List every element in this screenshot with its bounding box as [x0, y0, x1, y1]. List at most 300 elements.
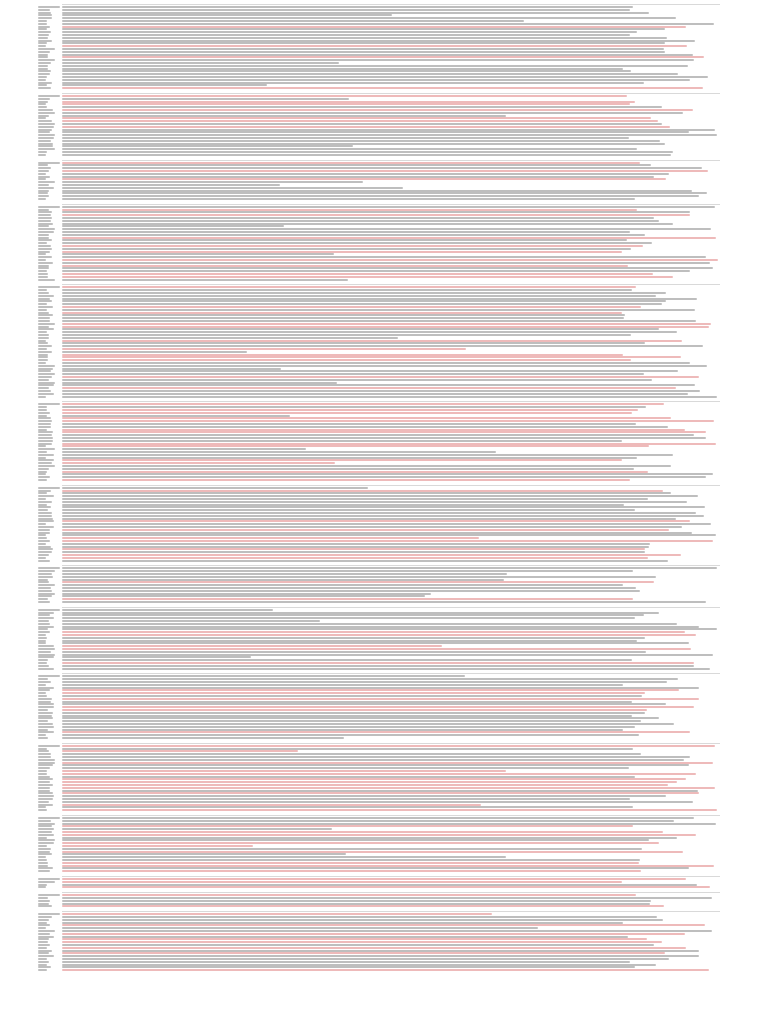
text-line — [62, 28, 665, 30]
line-number-mark — [38, 362, 46, 364]
text-line — [62, 334, 631, 336]
text-line — [62, 98, 349, 100]
text-line — [62, 640, 637, 642]
line-number-mark — [38, 356, 48, 358]
block-divider — [62, 401, 720, 402]
text-line — [62, 806, 633, 808]
highlighted-text-line — [62, 851, 683, 853]
line-number-mark — [38, 823, 55, 825]
line-number-mark — [38, 326, 49, 328]
highlighted-text-line — [62, 56, 704, 58]
text-line — [62, 342, 645, 344]
line-number-mark — [38, 534, 46, 536]
block-divider — [62, 673, 720, 674]
line-number-mark — [38, 214, 51, 216]
highlighted-text-line — [62, 692, 645, 694]
text-line — [62, 314, 625, 316]
line-number-mark — [38, 620, 49, 622]
text-line — [62, 473, 713, 475]
highlighted-text-line — [62, 554, 681, 556]
text-line — [62, 955, 699, 957]
text-line — [62, 798, 630, 800]
text-line — [62, 601, 706, 603]
line-number-mark — [38, 631, 50, 633]
line-number-mark — [38, 431, 53, 433]
text-line — [62, 504, 624, 506]
text-line — [62, 930, 712, 932]
text-line — [62, 532, 692, 534]
text-line — [62, 231, 630, 233]
text-line — [62, 668, 710, 670]
line-number-mark — [38, 70, 51, 72]
line-number-mark — [38, 303, 47, 305]
line-number-mark — [38, 492, 47, 494]
text-line — [62, 637, 645, 639]
text-line — [62, 31, 637, 33]
text-line — [62, 801, 693, 803]
line-number-mark — [38, 554, 49, 556]
line-number-mark — [38, 231, 54, 233]
line-number-mark — [38, 242, 47, 244]
line-number-mark — [38, 726, 54, 728]
highlighted-text-line — [62, 387, 676, 389]
line-number-mark — [38, 420, 52, 422]
text-line — [62, 551, 645, 553]
highlighted-text-line — [62, 26, 686, 28]
text-line — [62, 903, 650, 905]
text-line — [62, 961, 630, 963]
text-line — [62, 764, 689, 766]
text-line — [62, 48, 664, 50]
line-number-mark — [38, 560, 50, 562]
line-number-mark — [38, 31, 51, 33]
line-number-mark — [38, 151, 47, 153]
line-number-mark — [38, 656, 54, 658]
line-number-mark — [38, 170, 49, 172]
text-line — [62, 579, 504, 581]
line-number-mark — [38, 262, 53, 264]
text-line — [62, 715, 632, 717]
text-line — [62, 20, 524, 22]
text-line — [62, 320, 696, 322]
highlighted-text-line — [62, 924, 705, 926]
highlighted-text-line — [62, 45, 687, 47]
line-number-mark — [38, 265, 49, 267]
line-number-mark — [38, 351, 52, 353]
line-number-mark — [38, 354, 48, 356]
text-line — [62, 181, 363, 183]
text-line — [62, 115, 506, 117]
line-number-mark — [38, 476, 50, 478]
highlighted-text-line — [62, 645, 442, 647]
text-line — [62, 451, 496, 453]
line-number-mark — [38, 101, 48, 103]
line-number-mark — [38, 590, 52, 592]
line-number-mark — [38, 628, 48, 630]
text-line — [62, 790, 698, 792]
line-number-mark — [38, 520, 54, 522]
text-line — [62, 684, 623, 686]
text-line — [62, 42, 665, 44]
text-line — [62, 776, 635, 778]
text-line — [62, 695, 642, 697]
line-number-mark — [38, 56, 48, 58]
text-line — [62, 950, 699, 952]
line-number-mark — [38, 126, 54, 128]
line-number-mark — [38, 817, 60, 819]
line-number-mark — [38, 576, 53, 578]
text-line — [62, 546, 649, 548]
line-number-mark — [38, 709, 48, 711]
line-number-mark — [38, 801, 49, 803]
text-line — [62, 753, 641, 755]
line-number-mark — [38, 382, 55, 384]
text-line — [62, 468, 634, 470]
text-line — [62, 228, 711, 230]
line-number-mark — [38, 919, 49, 921]
line-number-mark — [38, 468, 49, 470]
line-number-mark — [38, 345, 52, 347]
highlighted-text-line — [62, 881, 622, 883]
line-number-mark — [38, 831, 52, 833]
text-line — [62, 362, 690, 364]
highlighted-text-line — [62, 845, 253, 847]
highlighted-text-line — [62, 95, 627, 97]
line-number-mark — [38, 692, 46, 694]
text-line — [62, 723, 674, 725]
highlighted-text-line — [62, 429, 685, 431]
highlighted-text-line — [62, 443, 716, 445]
block-divider — [62, 892, 720, 893]
highlighted-text-line — [62, 778, 686, 780]
text-line — [62, 675, 465, 677]
line-number-mark — [38, 34, 49, 36]
text-line — [62, 145, 353, 147]
line-number-mark — [38, 270, 47, 272]
highlighted-text-line — [62, 445, 649, 447]
line-number-mark — [38, 331, 47, 333]
highlighted-text-line — [62, 750, 298, 752]
line-number-mark — [38, 209, 49, 211]
line-number-mark — [38, 922, 47, 924]
line-number-mark — [38, 601, 50, 603]
line-number-mark — [38, 947, 47, 949]
text-line — [62, 543, 650, 545]
text-line — [62, 242, 652, 244]
text-line — [62, 351, 247, 353]
line-number-mark — [38, 48, 55, 50]
line-number-mark — [38, 950, 52, 952]
highlighted-text-line — [62, 276, 673, 278]
text-line — [62, 154, 671, 156]
line-number-mark — [38, 913, 60, 915]
line-number-mark — [38, 675, 60, 677]
line-number-mark — [38, 900, 50, 902]
text-line — [62, 17, 676, 19]
line-number-mark — [38, 479, 47, 481]
line-number-mark — [38, 154, 46, 156]
line-number-mark — [38, 465, 55, 467]
line-number-mark — [38, 256, 52, 258]
text-line — [62, 68, 623, 70]
text-line — [62, 927, 538, 929]
line-number-mark — [38, 365, 55, 367]
text-line — [62, 76, 708, 78]
highlighted-text-line — [62, 273, 653, 275]
line-number-mark — [38, 42, 47, 44]
highlighted-text-line — [62, 120, 658, 122]
line-number-mark — [38, 143, 53, 145]
line-number-mark — [38, 856, 46, 858]
text-line — [62, 590, 640, 592]
line-number-mark — [38, 79, 46, 81]
line-number-mark — [38, 640, 46, 642]
highlighted-text-line — [62, 340, 682, 342]
text-line — [62, 415, 290, 417]
highlighted-text-line — [62, 809, 717, 811]
text-line — [62, 701, 632, 703]
highlighted-text-line — [62, 376, 699, 378]
block-divider — [62, 93, 720, 94]
line-number-mark — [38, 651, 51, 653]
text-line — [62, 617, 635, 619]
line-number-mark — [38, 668, 54, 670]
text-line — [62, 897, 712, 899]
text-line — [62, 506, 705, 508]
line-number-mark — [38, 897, 48, 899]
line-number-mark — [38, 173, 46, 175]
text-line — [62, 331, 677, 333]
line-number-mark — [38, 809, 47, 811]
line-number-mark — [38, 51, 50, 53]
line-number-mark — [38, 881, 55, 883]
text-line — [62, 234, 645, 236]
highlighted-text-line — [62, 259, 718, 261]
highlighted-text-line — [62, 162, 640, 164]
line-number-mark — [38, 328, 54, 330]
line-number-mark — [38, 526, 54, 528]
line-number-mark — [38, 59, 55, 61]
block-divider — [62, 815, 720, 816]
line-number-mark — [38, 781, 50, 783]
line-number-mark — [38, 637, 47, 639]
highlighted-text-line — [62, 431, 706, 433]
highlighted-text-line — [62, 490, 663, 492]
line-number-mark — [38, 426, 51, 428]
line-number-mark — [38, 712, 53, 714]
line-number-mark — [38, 748, 47, 750]
line-number-mark — [38, 870, 50, 872]
line-number-mark — [38, 537, 47, 539]
line-number-mark — [38, 28, 47, 30]
line-number-mark — [38, 473, 46, 475]
line-number-mark — [38, 334, 49, 336]
highlighted-text-line — [62, 969, 709, 971]
line-number-mark — [38, 612, 54, 614]
highlighted-text-line — [62, 938, 647, 940]
line-number-mark — [38, 570, 55, 572]
highlighted-text-line — [62, 306, 641, 308]
line-number-mark — [38, 106, 47, 108]
text-line — [62, 328, 659, 330]
highlighted-text-line — [62, 540, 713, 542]
text-line — [62, 756, 690, 758]
line-number-mark — [38, 54, 48, 56]
line-number-mark — [38, 593, 55, 595]
line-number-mark — [38, 103, 46, 105]
highlighted-text-line — [62, 784, 668, 786]
text-line — [62, 12, 649, 14]
text-line — [62, 958, 669, 960]
line-number-mark — [38, 457, 46, 459]
text-line — [62, 65, 688, 67]
text-line — [62, 23, 714, 25]
line-number-mark — [38, 23, 47, 25]
text-line — [62, 922, 623, 924]
line-number-mark — [38, 20, 47, 22]
text-line — [62, 759, 684, 761]
text-line — [62, 614, 644, 616]
line-number-mark — [38, 776, 50, 778]
line-number-mark — [38, 228, 55, 230]
line-number-mark — [38, 659, 48, 661]
text-line — [62, 406, 646, 408]
text-line — [62, 729, 623, 731]
text-line — [62, 423, 636, 425]
line-number-mark — [38, 820, 51, 822]
text-line — [62, 106, 662, 108]
highlighted-text-line — [62, 459, 622, 461]
line-number-mark — [38, 839, 55, 841]
text-line — [62, 256, 706, 258]
highlighted-text-line — [62, 648, 691, 650]
text-line — [62, 434, 694, 436]
line-number-mark — [38, 6, 60, 8]
line-number-mark — [38, 298, 50, 300]
line-number-mark — [38, 195, 49, 197]
text-line — [62, 220, 659, 222]
line-number-mark — [38, 529, 50, 531]
text-line — [62, 681, 667, 683]
text-line — [62, 620, 320, 622]
line-number-mark — [38, 279, 55, 281]
line-number-mark — [38, 955, 54, 957]
line-number-mark — [38, 848, 51, 850]
text-line — [62, 916, 657, 918]
line-number-mark — [38, 45, 46, 47]
line-number-mark — [38, 495, 54, 497]
text-line — [62, 495, 698, 497]
line-number-mark — [38, 750, 49, 752]
highlighted-text-line — [62, 529, 669, 531]
line-number-mark — [38, 703, 54, 705]
highlighted-text-line — [62, 745, 715, 747]
line-number-mark — [38, 393, 54, 395]
text-line — [62, 195, 699, 197]
highlighted-text-line — [62, 557, 648, 559]
line-number-mark — [38, 434, 52, 436]
line-number-mark — [38, 623, 50, 625]
text-line — [62, 936, 628, 938]
text-line — [62, 337, 398, 339]
text-line — [62, 59, 694, 61]
line-number-mark — [38, 123, 55, 125]
line-number-mark — [38, 595, 52, 597]
line-number-mark — [38, 903, 49, 905]
text-line — [62, 34, 630, 36]
text-line — [62, 6, 633, 8]
block-divider — [62, 284, 720, 285]
line-number-mark — [38, 415, 47, 417]
line-number-mark — [38, 795, 54, 797]
text-line — [62, 919, 663, 921]
line-number-mark — [38, 759, 55, 761]
highlighted-text-line — [62, 731, 690, 733]
text-line — [62, 303, 662, 305]
text-line — [62, 140, 660, 142]
line-number-mark — [38, 412, 50, 414]
highlighted-text-line — [62, 662, 694, 664]
line-number-mark — [38, 443, 52, 445]
highlighted-text-line — [62, 520, 690, 522]
text-line — [62, 225, 284, 227]
text-line — [62, 373, 644, 375]
line-number-mark — [38, 614, 50, 616]
highlighted-text-line — [62, 462, 335, 464]
line-number-mark — [38, 245, 51, 247]
line-number-mark — [38, 584, 55, 586]
line-number-mark — [38, 648, 55, 650]
line-number-mark — [38, 445, 46, 447]
highlighted-text-line — [62, 894, 636, 896]
line-number-mark — [38, 306, 53, 308]
line-number-mark — [38, 37, 48, 39]
text-line — [62, 712, 645, 714]
line-number-mark — [38, 770, 47, 772]
text-line — [62, 795, 666, 797]
text-line — [62, 734, 639, 736]
line-number-mark — [38, 490, 51, 492]
line-number-mark — [38, 695, 47, 697]
line-number-mark — [38, 969, 47, 971]
line-number-mark — [38, 259, 46, 261]
text-line — [62, 134, 717, 136]
text-line — [62, 584, 623, 586]
text-line — [62, 151, 673, 153]
highlighted-text-line — [62, 178, 666, 180]
highlighted-text-line — [62, 409, 638, 411]
text-line — [62, 54, 693, 56]
line-number-mark — [38, 952, 49, 954]
line-number-mark — [38, 234, 49, 236]
text-line — [62, 62, 339, 64]
highlighted-text-line — [62, 548, 645, 550]
text-line — [62, 900, 651, 902]
line-number-mark — [38, 448, 55, 450]
text-line — [62, 567, 717, 569]
highlighted-text-line — [62, 913, 492, 915]
text-line — [62, 654, 713, 656]
line-number-mark — [38, 684, 46, 686]
line-number-mark — [38, 573, 52, 575]
highlighted-text-line — [62, 941, 662, 943]
line-number-mark — [38, 715, 52, 717]
line-number-mark — [38, 17, 52, 19]
line-number-mark — [38, 737, 48, 739]
text-line — [62, 642, 689, 644]
line-number-mark — [38, 964, 47, 966]
text-line — [62, 295, 656, 297]
